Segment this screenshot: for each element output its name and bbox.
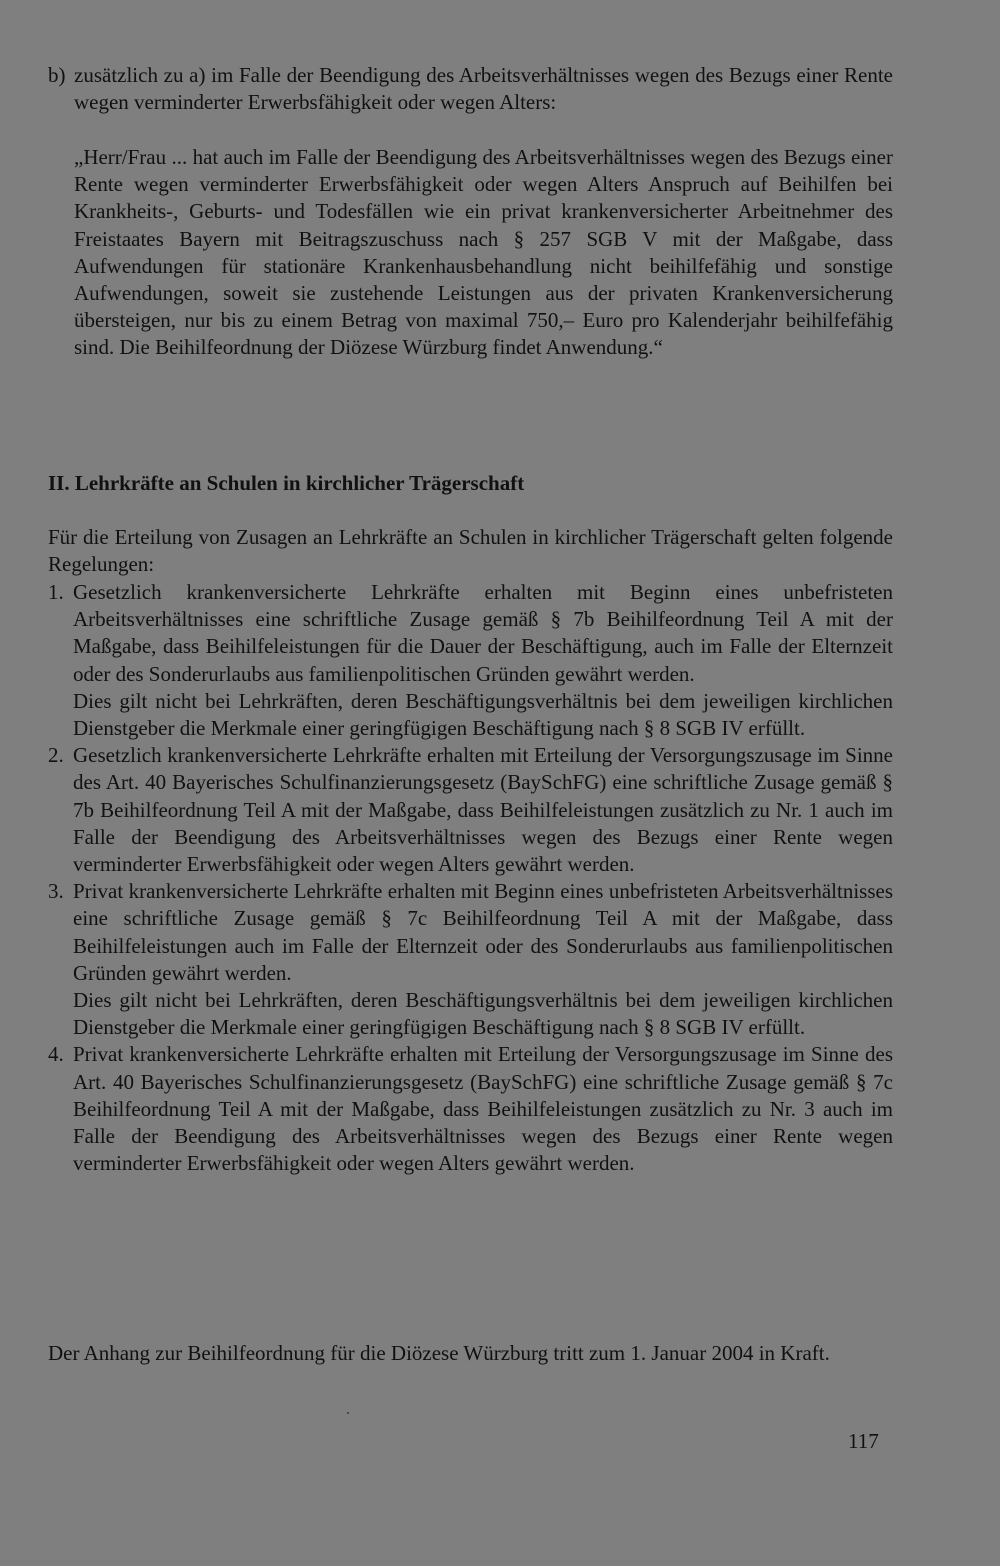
list-item-number: 4. — [48, 1042, 64, 1067]
list-item — [48, 878, 893, 1041]
list-item-text: Gesetzlich krankenversicherte Lehrkräfte erhalten mit Erteilung der Versorgungszusage im Sinne des Art. 40 Bayerisches Schulfinanzierungsgesetz (BaySchFG) eine schriftliche Zusage gemäß § 7b Beihilfeordnung Teil A mit der Maßgabe, dass Beihilfeleistungen zusätzlich zu Nr. 1 auch im Falle der Beendigung des Arbeitsverhältnisses wegen des Bezugs einer Rente wegen verminderter Erwerbsfähigkeit oder wegen Alters gewährt werden. — [73, 743, 893, 877]
list-item — [48, 1041, 893, 1177]
section-b-marker: b) — [48, 63, 66, 87]
scan-dot — [347, 1412, 349, 1414]
section-b-intro — [48, 62, 893, 116]
list-item — [48, 742, 893, 878]
list-item-number: 3. — [48, 879, 64, 904]
list-item-text: Privat krankenversicherte Lehrkräfte erhalten mit Erteilung der Versorgungszusage im Sinne des Art. 40 Bayerisches Schulfinanzierungsgesetz (BaySchFG) eine schriftliche Zusage gemäß § 7c Beihilfeordnung Teil A mit der Maßgabe, dass Beihilfeleistungen zusätzlich zu Nr. 3 auch im Falle der Beendigung des Arbeitsverhältnisses wegen des Bezugs einer Rente wegen verminderter Erwerbsfähigkeit oder wegen Alters gewährt werden. — [73, 1042, 893, 1176]
list-item-number: 2. — [48, 743, 64, 768]
list-item-extra: Dies gilt nicht bei Lehrkräften, deren Beschäftigungsverhältnis bei dem jeweiligen kirchlichen Dienstgeber die Merkmale einer geringfügigen Beschäftigung nach § 8 SGB IV erfüllt. — [73, 988, 893, 1040]
section-ii-intro: Für die Erteilung von Zusagen an Lehrkräfte an Schulen in kirchlicher Trägerschaft gelten folgende Regelungen: — [48, 525, 893, 577]
page-number: 117 — [848, 1429, 879, 1453]
list-item — [48, 579, 893, 742]
list-item-text: Privat krankenversicherte Lehrkräfte erhalten mit Beginn eines unbefristeten Arbeitsverhältnisses eine schriftliche Zusage gemäß § 7c Beihilfeordnung Teil A mit der Maßgabe, dass Beihilfeleistungen auch im Falle der Elternzeit oder des Sonderurlaubs aus familienpolitischen Gründen gewährt werden. — [73, 879, 893, 985]
regulations-list — [48, 579, 893, 1177]
section-b-intro-text: zusätzlich zu a) im Falle der Beendigung des Arbeitsverhältnisses wegen des Bezugs einer Rente wegen verminderter Erwerbsfähigkeit oder wegen Alters: — [74, 63, 893, 115]
list-item-text: Gesetzlich krankenversicherte Lehrkräfte erhalten mit Beginn eines unbefristeten Arbeitsverhältnisses eine schriftliche Zusage gemäß § 7b Beihilfeordnung Teil A mit der Maßgabe, dass Beihilfeleistungen für die Dauer der Beschäftigung, auch im Falle der Elternzeit oder des Sonderurlaubs aus familienpolitischen Gründen gewährt werden. — [73, 580, 893, 686]
section-b — [48, 62, 893, 116]
section-b-quote: „Herr/Frau ... hat auch im Falle der Beendigung des Arbeitsverhältnisses wegen des Bezugs einer Rente wegen verminderter Erwerbsfähigkeit oder wegen Alters Anspruch auf Beihilfen bei Krankheits-, Geburts- und Todesfällen wie ein privat krankenversicherter Arbeitnehmer des Freistaates Bayern mit Beitragszuschuss nach § 257 SGB V mit der Maßgabe, dass Aufwendungen für stationäre Krankenhausbehandlung nicht beihilfefähig und sonstige Aufwendungen, soweit sie zustehende Leistungen aus der privaten Krankenversicherung übersteigen, nur bis zu einem Betrag von maximal 750,– Euro pro Kalenderjahr beihilfefähig sind. Die Beihilfeordnung der Diözese Würzburg findet Anwendung.“ — [74, 145, 893, 360]
section-ii-heading: II. Lehrkräfte an Schulen in kirchlicher Trägerschaft — [48, 471, 525, 495]
list-item-number: 1. — [48, 580, 64, 604]
list-item-extra: Dies gilt nicht bei Lehrkräften, deren Beschäftigungsverhältnis bei dem jeweiligen kirchlichen Dienstgeber die Merkmale einer geringfügigen Beschäftigung nach § 8 SGB IV erfüllt. — [73, 688, 893, 741]
closing-paragraph: Der Anhang zur Beihilfeordnung für die Diözese Würzburg tritt zum 1. Januar 2004 in Kraft. — [48, 1341, 830, 1365]
